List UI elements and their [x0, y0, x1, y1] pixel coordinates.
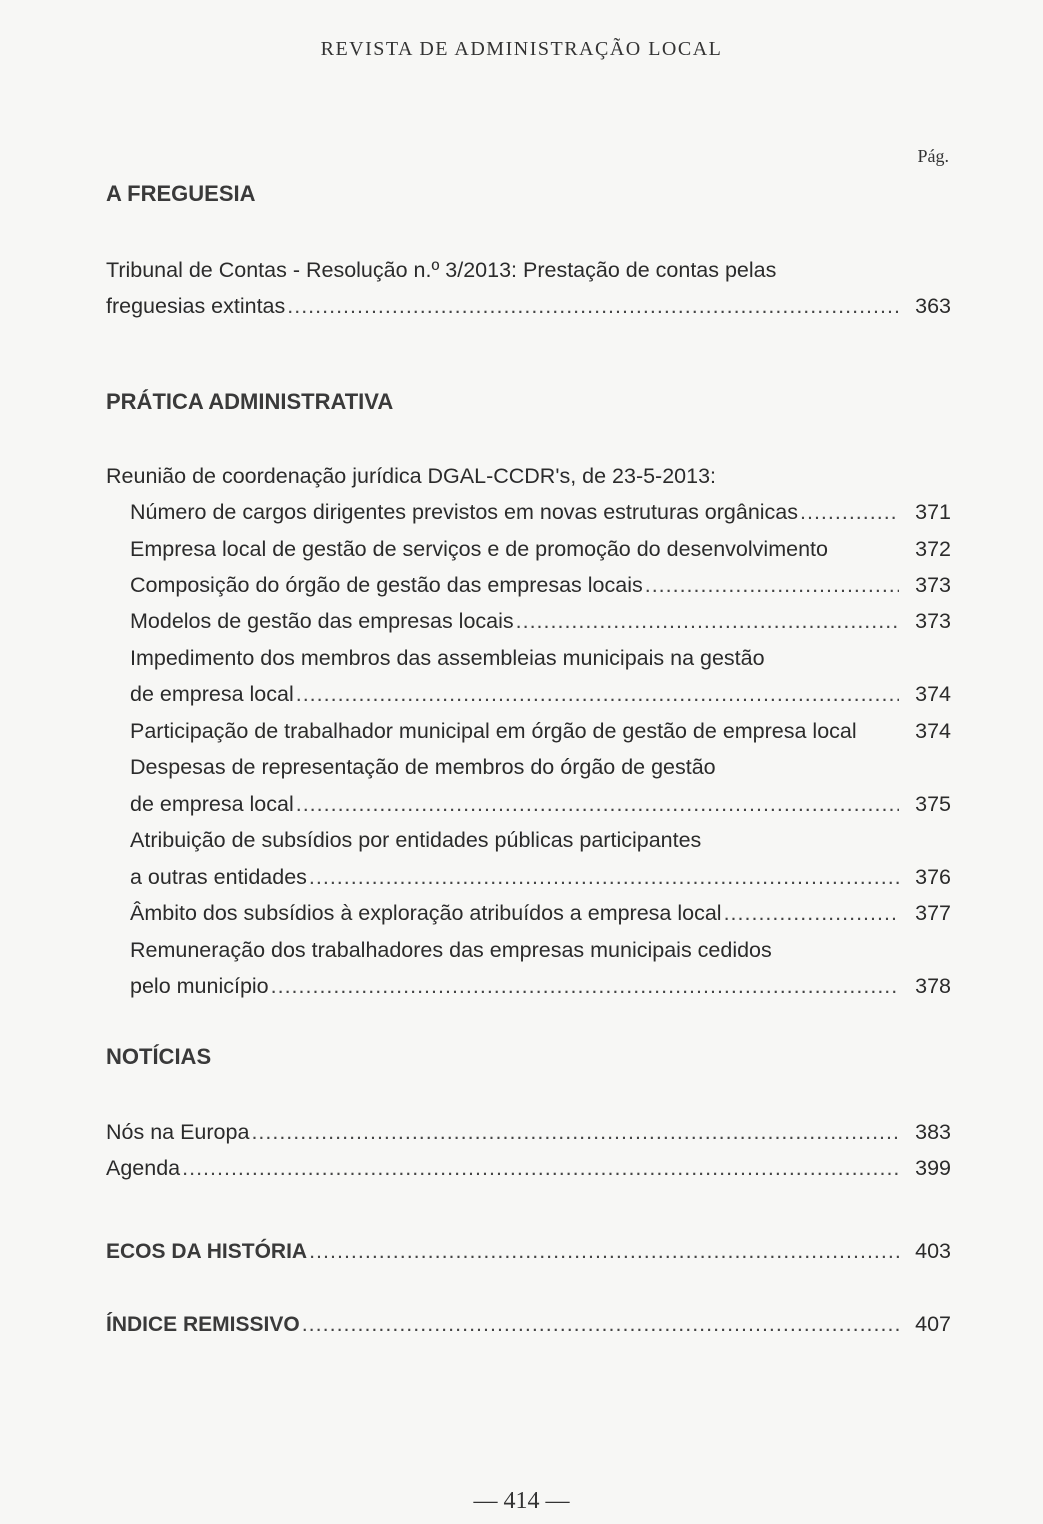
- toc-page-number: 375: [915, 792, 951, 816]
- toc-page-number: 372: [915, 537, 951, 561]
- page-column-label: Pág.: [917, 146, 949, 166]
- toc-entry[interactable]: [130, 608, 951, 634]
- toc-entry-text: a outras entidades: [130, 865, 307, 889]
- toc-entry-text: ECOS DA HISTÓRIA: [106, 1240, 308, 1263]
- dot-leader: [296, 681, 899, 707]
- dot-leader: [271, 973, 899, 999]
- toc-page-number: 378: [915, 974, 951, 998]
- toc-entry-text: Composição do órgão de gestão das empresas locais: [130, 573, 643, 597]
- dot-leader: [309, 864, 899, 890]
- toc-entry-text: Participação de trabalhador municipal em órgão de gestão de empresa local: [130, 719, 857, 743]
- toc-entry-ecos-da-historia[interactable]: [106, 1238, 951, 1265]
- toc-entry[interactable]: [130, 864, 951, 890]
- dot-leader: [309, 1238, 899, 1264]
- toc-page-number: 399: [915, 1156, 951, 1180]
- toc-page-number: 373: [915, 573, 951, 597]
- toc-page-number: 371: [915, 500, 951, 524]
- section-title-freguesia: A FREGUESIA: [106, 181, 256, 206]
- toc-page-number: 407: [915, 1312, 951, 1336]
- toc-entry-text: Âmbito dos subsídios à exploração atribuídos a empresa local: [130, 901, 722, 925]
- section-title-pratica-administrativa: PRÁTICA ADMINISTRATIVA: [106, 389, 394, 414]
- dot-leader: [516, 608, 899, 634]
- toc-entry-text: freguesias extintas: [106, 294, 286, 318]
- dot-leader: [296, 791, 899, 817]
- toc-entry-indice-remissivo[interactable]: [106, 1311, 951, 1338]
- toc-entry-text: de empresa local: [130, 682, 294, 706]
- running-header: REVISTA DE ADMINISTRAÇÃO LOCAL: [320, 38, 723, 60]
- dot-leader: [645, 572, 899, 598]
- toc-intro-line: Reunião de coordenação jurídica DGAL-CCDR's, de 23-5-2013:: [106, 464, 717, 488]
- dot-leader: [287, 293, 899, 319]
- toc-entry[interactable]: [130, 681, 951, 707]
- dot-leader: [251, 1119, 899, 1145]
- toc-entry-line: Despesas de representação de membros do órgão de gestão: [130, 755, 716, 779]
- dot-leader: [302, 1311, 899, 1337]
- toc-entry[interactable]: [130, 973, 951, 999]
- toc-page-number: 403: [915, 1239, 951, 1263]
- toc-entry-line: Atribuição de subsídios por entidades públicas participantes: [130, 828, 702, 852]
- toc-entry-line: Remuneração dos trabalhadores das empresas municipais cedidos: [130, 938, 772, 962]
- toc-entry-text: Modelos de gestão das empresas locais: [130, 609, 514, 633]
- toc-entry[interactable]: [106, 1155, 951, 1181]
- toc-page-number: 383: [915, 1120, 951, 1144]
- section-title-noticias: NOTÍCIAS: [106, 1044, 212, 1069]
- toc-page-number: 363: [915, 294, 951, 318]
- toc-entry[interactable]: [130, 791, 951, 817]
- toc-entry-text: pelo município: [130, 974, 269, 998]
- dot-leader: [182, 1155, 899, 1181]
- toc-entry-text: Número de cargos dirigentes previstos em novas estruturas orgânicas: [130, 500, 799, 524]
- toc-entry-text: Nós na Europa: [106, 1120, 250, 1144]
- page-number: — 414 —: [473, 1488, 570, 1514]
- toc-page-number: 377: [915, 901, 951, 925]
- toc-entry-line: Tribunal de Contas - Resolução n.º 3/2013: Prestação de contas pelas: [106, 258, 777, 282]
- toc-entry[interactable]: [130, 572, 951, 598]
- toc-entry-text: Agenda: [106, 1156, 181, 1180]
- toc-entry-text: de empresa local: [130, 792, 294, 816]
- toc-entry[interactable]: [130, 718, 951, 744]
- toc-entry[interactable]: [130, 499, 951, 525]
- dot-leader: [800, 499, 899, 525]
- dot-leader: [724, 900, 899, 926]
- toc-entry-text: ÍNDICE REMISSIVO: [106, 1313, 300, 1336]
- toc-entry-text: Empresa local de gestão de serviços e de promoção do desenvolvimento: [130, 537, 828, 561]
- toc-page-number: 376: [915, 865, 951, 889]
- toc-page-number: 374: [915, 682, 951, 706]
- toc-entry-line: Impedimento dos membros das assembleias municipais na gestão: [130, 646, 765, 670]
- toc-entry[interactable]: [106, 293, 951, 319]
- toc-entry[interactable]: [130, 900, 951, 926]
- toc-page-number: 374: [915, 719, 951, 743]
- toc-entry[interactable]: [106, 1119, 951, 1145]
- toc-page-number: 373: [915, 609, 951, 633]
- toc-entry[interactable]: [130, 536, 951, 562]
